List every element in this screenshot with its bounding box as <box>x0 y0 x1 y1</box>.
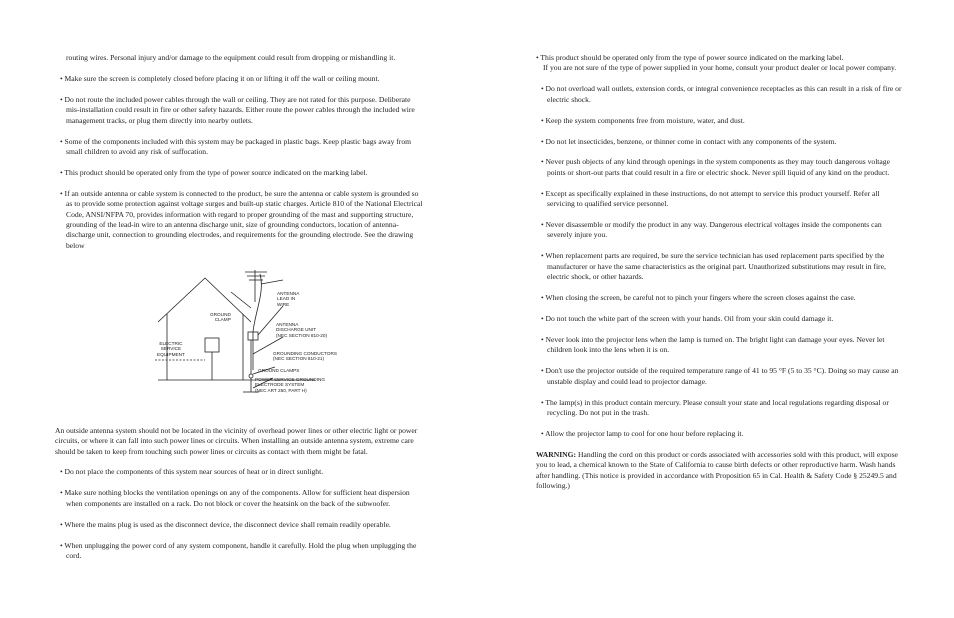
bullet-text: • This product should be operated only from the type of power source indicated on the marking label. <box>536 53 844 62</box>
electric-service-label: ELECTRIC SERVICE EQUIPMENT <box>157 340 185 357</box>
paragraph: routing wires. Personal injury and/or damage to the equipment could result from dropping or mishandling it. <box>66 53 396 62</box>
bullet-item: • Don't use the projector outside of the required temperature range of 41 to 95 °F (5 to 35 °C). Doing so may cause an unstable display and could lead to projector damage. <box>541 366 899 386</box>
right-column <box>536 53 908 502</box>
bullet-item: • This product should be operated only from the type of power source indicated on the marking label. <box>60 167 368 177</box>
bullet-item: • Make sure the screen is completely closed before placing it on or lifting it off the wall or ceiling mount. <box>60 73 380 83</box>
bullet-item: • Keep the system components free from moisture, water, and dust. <box>541 115 745 125</box>
ground-clamp-label: GROUND CLAMP <box>210 311 231 323</box>
bullet-item: • The lamp(s) in this product contain mercury. Please consult your state and local regulations regarding disposal or recycling. Do not put in the trash. <box>541 397 889 417</box>
power-service-label: POWER SERVICE GROUNDING ELECTRODE SYSTEM (NEC ART 250, PART H) <box>255 376 325 393</box>
bullet-continuation: If you are not sure of the type of power supplied in your home, consult your product dealer or local power company. <box>543 63 897 73</box>
bullet-item: • Allow the projector lamp to cool for one hour before replacing it. <box>541 428 744 438</box>
bullet-item: • Never disassemble or modify the product in any way. Dangerous electrical voltages inside the components can severely injure you. <box>541 220 882 240</box>
bullet-item: • Do not overload wall outlets, extension cords, or integral convenience receptacles as this can result in a risk of fire or electric shock. <box>541 84 902 104</box>
bullet-item: • Do not place the components of this system near sources of heat or in direct sunlight. <box>60 467 324 477</box>
bullet-item: • Do not let insecticides, benzene, or thinner come in contact with any components of the system. <box>541 136 837 146</box>
bullet-item: • When closing the screen, be careful not to pinch your fingers where the screen closes against the case. <box>541 293 856 303</box>
bullet-item: • If an outside antenna or cable system is connected to the product, be sure the antenna or cable system is grounded so as to provide some protection against voltage surges and built-up static charges. Article 810 of the National Electrical Code, ANSI/NFPA 70, provides information with regard to proper grounding of the mast and supporting structure, grounding of the lead-in wire to an antenna discharge unit, size of grounding conductors, location of antenna-discharge unit, connection to grounding electrodes, and requirements for the grounding electrode. See the drawing below <box>60 188 423 250</box>
bullet-item: • When unplugging the power cord of any system component, handle it carefully. Hold the plug when unplugging the cord. <box>60 540 417 560</box>
bullet-item: • Do not touch the white part of the screen with your hands. Oil from your skin could damage it. <box>541 314 834 323</box>
antenna-lead-label: ANTENNA LEAD IN WIRE <box>277 290 300 307</box>
bullet-item: • Where the mains plug is used as the disconnect device, the disconnect device shall remain readily operable. <box>60 519 391 529</box>
antenna-grounding-diagram <box>55 262 423 412</box>
bullet-item: • Except as specifically explained in these instructions, do not attempt to service this product yourself. Refer all servicing to qualified service personnel. <box>541 188 880 209</box>
discharge-unit-label: ANTENNA DISCHARGE UNIT (NEC SECTION 810-20) <box>276 321 328 338</box>
bullet-item: • Never push objects of any kind through openings in the system components as they may touch dangerous voltage points or short-out parts that could result in a fire or electric shock. Never spill liquid of any kind on the product. <box>541 157 890 177</box>
warning-paragraph <box>536 450 908 492</box>
bullet-item: • When replacement parts are required, be sure the service technician has used replacement parts specified by the manufacturer or have the same characteristics as the original part. Unauthorized substitutions may result in fire, electric shock, or other hazards. <box>541 251 886 282</box>
grounding-conductors-label: GROUNDING CONDUCTORS (NEC SECTION 810-21) <box>273 350 337 362</box>
left-column <box>55 53 423 572</box>
antenna-grounding-drawing <box>55 262 423 412</box>
bullet-item <box>536 53 908 74</box>
ground-clamps-label: GROUND CLAMPS <box>258 367 300 373</box>
warning-text: Handling the cord on this product or cords associated with accessories sold with this product, will expose you to lead, a chemical known to the State of California to cause birth defects or other reproductive harm. Wash hands after handling. (This notice is provided in accordance with Proposition 65 in Cal. Health & Safety Code § 25249.5 and following.) <box>536 449 898 490</box>
bullet-item: • Some of the components included with this system may be packaged in plastic bags. Keep plastic bags away from small children to avoid any risk of suffocation. <box>60 136 412 156</box>
bullet-item: • Never look into the projector lens when the lamp is turned on. The bright light can damage your eyes. Never let children look into the lens when it is on. <box>541 334 885 355</box>
bullet-item: • Make sure nothing blocks the ventilation openings on any of the components. Allow for sufficient heat dispersion when components are installed on a rack. Do not block or cover the heatsink on the back of the subwoofer. <box>60 488 410 508</box>
paragraph: An outside antenna system should not be located in the vicinity of overhead power lines or other electric light or power circuits, or where it can fall into such power lines or circuits. When installing an outside antenna system, extreme care should be taken to keep from touching such power lines or circuits as contact with them might be fatal. <box>55 425 418 456</box>
bullet-item: • Do not route the included power cables through the wall or ceiling. They are not rated for this purpose. Deliberate mis-installation could result in fire or other safety hazards. Either route the power cables through the included wire management tracks, or plug them directly into nearby outlets. <box>60 94 415 125</box>
warning-label: WARNING: <box>536 449 577 459</box>
